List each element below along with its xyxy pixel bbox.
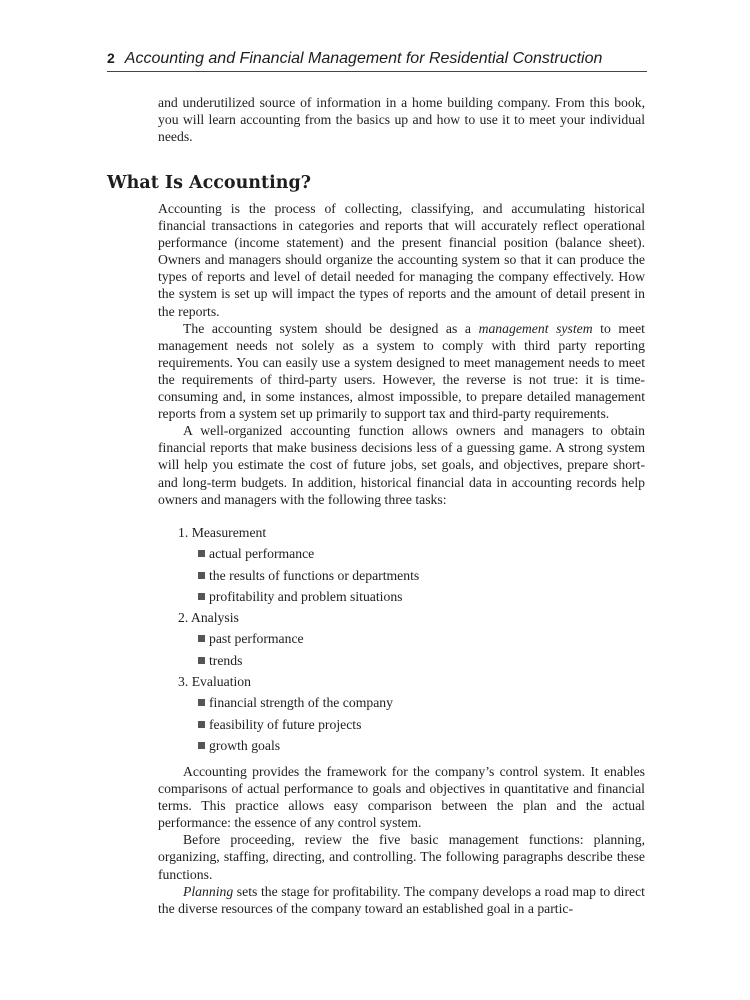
list-item-text: profitability and problem situations bbox=[209, 588, 403, 604]
closing-body bbox=[158, 763, 645, 917]
list-item bbox=[178, 588, 638, 609]
running-title: Accounting and Financial Management for Residential Construction bbox=[124, 50, 603, 67]
list-item bbox=[178, 567, 638, 588]
list-item-text: financial strength of the company bbox=[209, 695, 393, 711]
list-item-text: past performance bbox=[209, 631, 304, 647]
list-item: 3. Evaluation bbox=[178, 674, 251, 690]
page-number: 2 bbox=[107, 50, 115, 66]
list-item: 2. Analysis bbox=[178, 610, 239, 626]
square-bullet-icon bbox=[198, 742, 205, 749]
tasks-list bbox=[178, 524, 638, 758]
intro-block bbox=[158, 94, 645, 145]
paragraph-planning bbox=[158, 883, 645, 917]
running-head bbox=[107, 47, 647, 70]
paragraph-definition: Accounting is the process of collecting, classifying, and accumulating historical financial transactions in categories and reports that will accurately reflect operational performance (income statement) and the present financial position (balance sheet). Owners and managers should organize the accounting system so that it can produce the types of reports and level of detail needed for managing the company effectively. How the system is set up will impact the types of reports and the amount of detail present in the reports. bbox=[158, 201, 645, 319]
list-item: 1. Measurement bbox=[178, 525, 267, 540]
planning-term: Planning bbox=[183, 883, 234, 899]
list-item-text: the results of functions or departments bbox=[209, 567, 420, 583]
planning-text: sets the stage for profitability. The company develops a road map to direct the diverse resources of the company toward an established goal in a partic- bbox=[158, 883, 645, 916]
square-bullet-icon bbox=[198, 635, 205, 642]
list-item bbox=[178, 737, 638, 758]
square-bullet-icon bbox=[198, 550, 205, 557]
list-item bbox=[178, 652, 638, 673]
square-bullet-icon bbox=[198, 699, 205, 706]
paragraph-organized-function: A well-organized accounting function allows owners and managers to obtain financial reports that make business decisions less of a guessing game. A strong system will help you estimate the cost of future jobs, set goals, and objectives, prepare short- and long-term budgets. In addition, historical financial data in accounting records help owners and managers with the following three tasks: bbox=[158, 423, 645, 507]
header-rule bbox=[107, 71, 647, 72]
section-heading: What Is Accounting? bbox=[107, 173, 311, 193]
p2-emphasis: management system bbox=[478, 320, 593, 336]
p2-text-start: The accounting system should be designed as a bbox=[183, 320, 479, 336]
list-item bbox=[178, 694, 638, 715]
square-bullet-icon bbox=[198, 572, 205, 579]
list-item-text: feasibility of future projects bbox=[209, 716, 362, 732]
paragraph-management-system bbox=[158, 320, 645, 423]
p2-text-end: to meet management needs not solely as a system to comply with third party reporting requirements. You can easily use a system designed to meet management needs to meet the requirements of third-party users. However, the reverse is not true: it is time-consuming and, in some instances, almost impossible, to prepare detailed management reports from a system set up primarily to support tax and third-party requirements. bbox=[158, 320, 645, 422]
square-bullet-icon bbox=[198, 721, 205, 728]
paragraph-management-functions: Before proceeding, review the five basic management functions: planning, organizing, staffing, directing, and controlling. The following paragraphs describe these functions. bbox=[158, 832, 645, 882]
list-item bbox=[178, 630, 638, 651]
section-body bbox=[158, 200, 645, 508]
square-bullet-icon bbox=[198, 593, 205, 600]
list-item-text: growth goals bbox=[209, 737, 281, 753]
square-bullet-icon bbox=[198, 657, 205, 664]
list-item-text: trends bbox=[209, 652, 243, 668]
list-item bbox=[178, 545, 638, 566]
list-item bbox=[178, 716, 638, 737]
intro-paragraph: and underutilized source of information in a home building company. From this book, you will learn accounting from the basics up and how to use it to meet your individual needs. bbox=[158, 95, 645, 145]
paragraph-control-system: Accounting provides the framework for the company’s control system. It enables comparisons of actual performance to goals and objectives in quantitative and financial terms. This practice allows easy comparison between the plan and the actual performance: the essence of any control system. bbox=[158, 764, 645, 831]
list-item-text: actual performance bbox=[209, 546, 315, 562]
